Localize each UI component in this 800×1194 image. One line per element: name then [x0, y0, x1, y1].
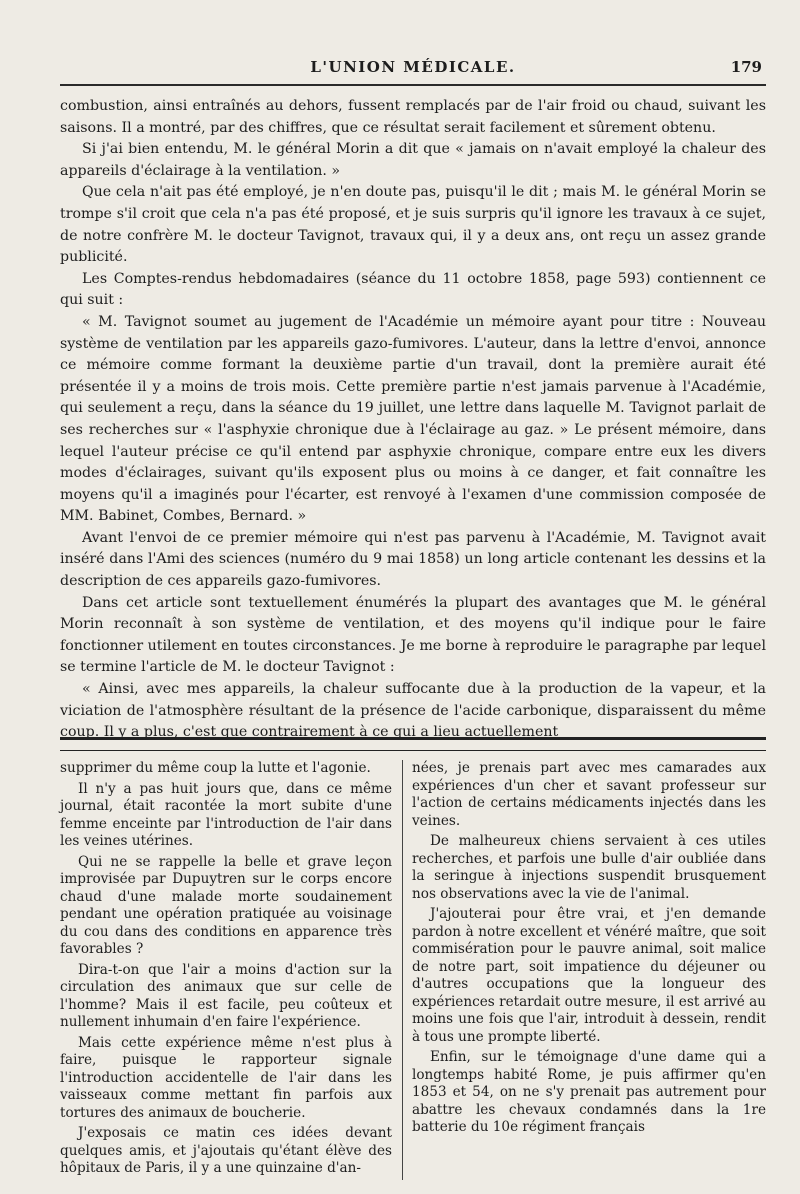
paragraph: nées, je prenais part avec mes camarades aux expériences d'un cher et savant professeur sur l'action de certains médicaments injectés dans les veines.: [412, 760, 766, 829]
paragraph-quote: « Ainsi, avec mes appareils, la chaleur suffocante due à la production de la vapeur, et la viciation de l'atmosphère résultant de la présence de l'acide carbonique, disparaissent du même coup. Il y a plus, c'est que contrairement à ce qui a lieu actuellement: [60, 681, 766, 741]
paragraph: Dans cet article sont textuellement énumérés la plupart des avantages que M. le général Morin reconnaît à son système de ventilation, et des moyens qu'il indique pour le faire fonctionner utilement en toutes circonstances. Je me borne à reproduire le paragraphe par lequel se termine l'article de M. le docteur Tavignot :: [60, 594, 766, 676]
paragraph: J'exposais ce matin ces idées devant quelques amis, et j'ajoutais qu'étant élève des hôpitaux de Paris, il y a une quinzaine d'an-: [60, 1125, 392, 1176]
paragraph: Si j'ai bien entendu, M. le général Morin a dit que « jamais on n'avait employé la chaleur des appareils d'éclairage à la ventilation. »: [60, 141, 766, 179]
paragraph: combustion, ainsi entraînés au dehors, fussent remplacés par de l'air froid ou chaud, suivant les saisons. Il a montré, par des chiffres, que ce résultat serait facilement et sûrement obtenu.: [60, 98, 766, 136]
paragraph: Les Comptes-rendus hebdomadaires (séance du 11 octobre 1858, page 593) contiennent ce qui suit :: [60, 270, 766, 309]
paragraph-quote: « M. Tavignot soumet au jugement de l'Académie un mémoire ayant pour titre : Nouveau système de ventilation par les appareils gazo-fumivores. L'auteur, dans la lettre d'envoi, annonce ce mémoire comme formant la deuxième partie d'un travail, dont la première aurait été présentée il y a moins de trois mois. Cette première partie n'est jamais parvenue à l'Académie, qui seulement a reçu, dans la séance du 19 juillet, une lettre dans laquelle M. Tavignot parlait de ses recherches sur « l'asphyxie chronique due à l'éclairage au gaz. » Le présent mémoire, dans lequel l'auteur précise ce qu'il entend par asphyxie chronique, compare entre eux les divers modes d'éclairages, suivant qu'ils exposent plus ou moins à ce danger, et fait connaître les moyens qu'il a imaginés pour l'écarter, est renvoyé à l'examen d'une commission composée de MM. Babinet, Combes, Bernard. »: [60, 313, 766, 525]
journal-title: L'UNION MÉDICALE.: [310, 58, 516, 76]
paragraph: Enfin, sur le témoignage d'une dame qui a longtemps habité Rome, je puis affirmer qu'en 1853 et 54, on ne s'y prenait pas autrement pour abattre les chevaux condamnés dans la 1re batterie du 10e régiment français: [412, 1049, 766, 1135]
paragraph: Avant l'envoi de ce premier mémoire qui n'est pas parvenu à l'Académie, M. Tavignot avait inséré dans l'Ami des sciences (numéro du 9 mai 1858) un long article contenant les dessins et la description de ces appareils gazo-fumivores.: [60, 529, 766, 590]
feuilleton-left-column: [60, 760, 392, 1181]
page-header: [60, 52, 766, 86]
column-divider: [402, 760, 403, 1180]
paragraph: Il n'y a pas huit jours que, dans ce même journal, était racontée la mort subite d'une femme enceinte par l'introduction de l'air dans les veines utérines.: [60, 780, 392, 849]
feuilleton-right-column: [412, 760, 766, 1140]
paragraph: supprimer du même coup la lutte et l'agonie.: [60, 760, 371, 776]
paragraph: Mais cette expérience même n'est plus à faire, puisque le rapporteur signale l'introduction accidentelle de l'air dans les vaisseaux comme mettant fin parfois aux tortures des animaux de boucherie.: [60, 1034, 392, 1121]
paragraph: Dira-t-on que l'air a moins d'action sur la circulation des animaux que sur celle de l'homme? Mais il est facile, peu coûteux et nullement inhumain d'en faire l'expérience.: [60, 961, 392, 1030]
main-article: [60, 96, 766, 744]
paragraph: J'ajouterai pour être vrai, et j'en demande pardon à notre excellent et vénéré maître, que soit commisération pour le pauvre animal, soit malice de notre part, soit impatience du déjeuner ou d'autres occupations que la longueur des expériences retardait outre mesure, il est arrivé au moins une fois que l'air, introduit à dessein, rendit à tous une prompte liberté.: [412, 906, 766, 1045]
paragraph: Que cela n'ait pas été employé, je n'en doute pas, puisqu'il le dit ; mais M. le général Morin se trompe s'il croit que cela n'a pas été proposé, et je suis surpris qu'il ignore les travaux à ce sujet, de notre confrère M. le docteur Tavignot, travaux qui, il y a deux ans, ont reçu un assez grande publicité.: [60, 184, 766, 266]
paragraph: Qui ne se rappelle la belle et grave leçon improvisée par Dupuytren sur le corps encore chaud d'une malade morte soudainement pendant une opération pratiquée au voisinage du cou dans des conditions en apparence très favorables ?: [60, 853, 392, 957]
page-number: 179: [730, 58, 762, 76]
feuilleton-separator: [60, 737, 766, 751]
paragraph: De malheureux chiens servaient à ces utiles recherches, et parfois une bulle d'air oubliée dans la seringue à injections suspendit brusquement nos observations avec la vie de l'animal.: [412, 833, 766, 902]
header-rule: [60, 84, 766, 86]
